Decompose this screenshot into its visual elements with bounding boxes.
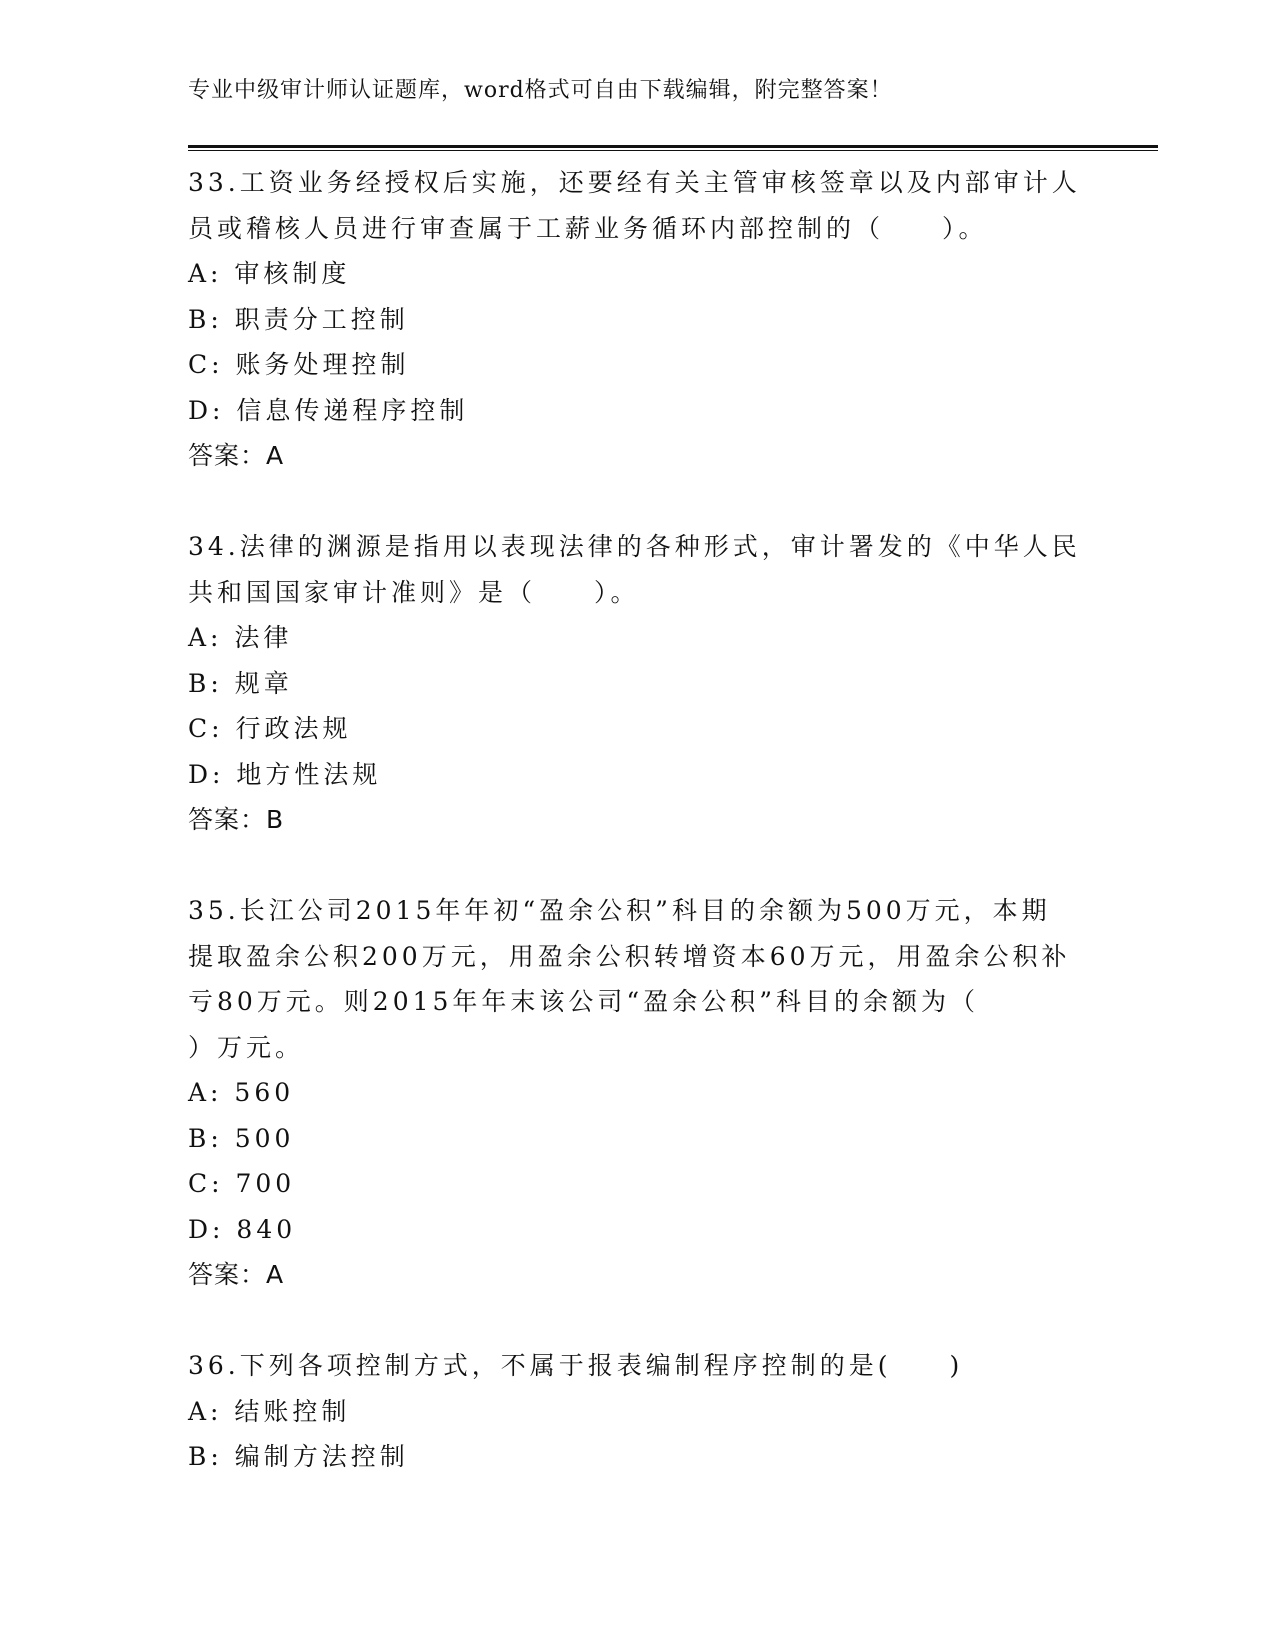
option-a: A: 结账控制 [188,1396,351,1426]
option-b: B: 职责分工控制 [188,304,409,334]
option-c: C: 700 [188,1169,296,1198]
question-36 [188,1343,1088,1480]
question-34 [188,524,1088,843]
option-d: D: 地方性法规 [188,759,382,789]
question-list [188,160,1088,1525]
option-a: A: 审核制度 [188,259,351,288]
option-b: B: 500 [188,1123,295,1153]
option-c: C: 账务处理控制 [188,350,410,379]
option-d: D: 信息传递程序控制 [188,395,469,425]
question-text-line: 36.下列各项控制方式，不属于报表编制程序控制的是( ) [188,1351,964,1380]
answer: 答案：B [188,805,285,834]
question-text-line: ）万元。 [188,1032,305,1062]
option-d: D: 840 [188,1214,297,1244]
question-35 [188,888,1088,1298]
question-text-line: 亏80万元。则2015年年末该公司“盈余公积”科目的余额为（ [188,987,979,1016]
page-header: 专业中级审计师认证题库，word格式可自由下载编辑，附完整答案！ [188,78,893,103]
option-c: C: 行政法规 [188,714,352,743]
answer: 答案：A [188,441,285,470]
header-divider [188,145,1158,151]
option-a: A: 560 [188,1078,295,1107]
question-text-line: 提取盈余公积200万元，用盈余公积转增资本60万元，用盈余公积补 [188,941,1071,971]
question-text-line: 共和国国家审计准则》是（ ）。 [188,577,640,607]
question-33 [188,160,1088,479]
option-b: B: 规章 [188,668,293,698]
option-a: A: 法律 [188,623,293,652]
question-text-line: 33.工资业务经授权后实施，还要经有关主管审核签章以及内部审计人 [188,168,1081,197]
option-b: B: 编制方法控制 [188,1442,409,1471]
answer: 答案：A [188,1260,285,1289]
question-text-line: 35.长江公司2015年年初“盈余公积”科目的余额为500万元，本期 [188,896,1051,925]
question-text-line: 员或稽核人员进行审查属于工薪业务循环内部控制的（ ）。 [188,213,988,243]
question-text-line: 34.法律的渊源是指用以表现法律的各种形式，审计署发的《中华人民 [188,532,1081,561]
